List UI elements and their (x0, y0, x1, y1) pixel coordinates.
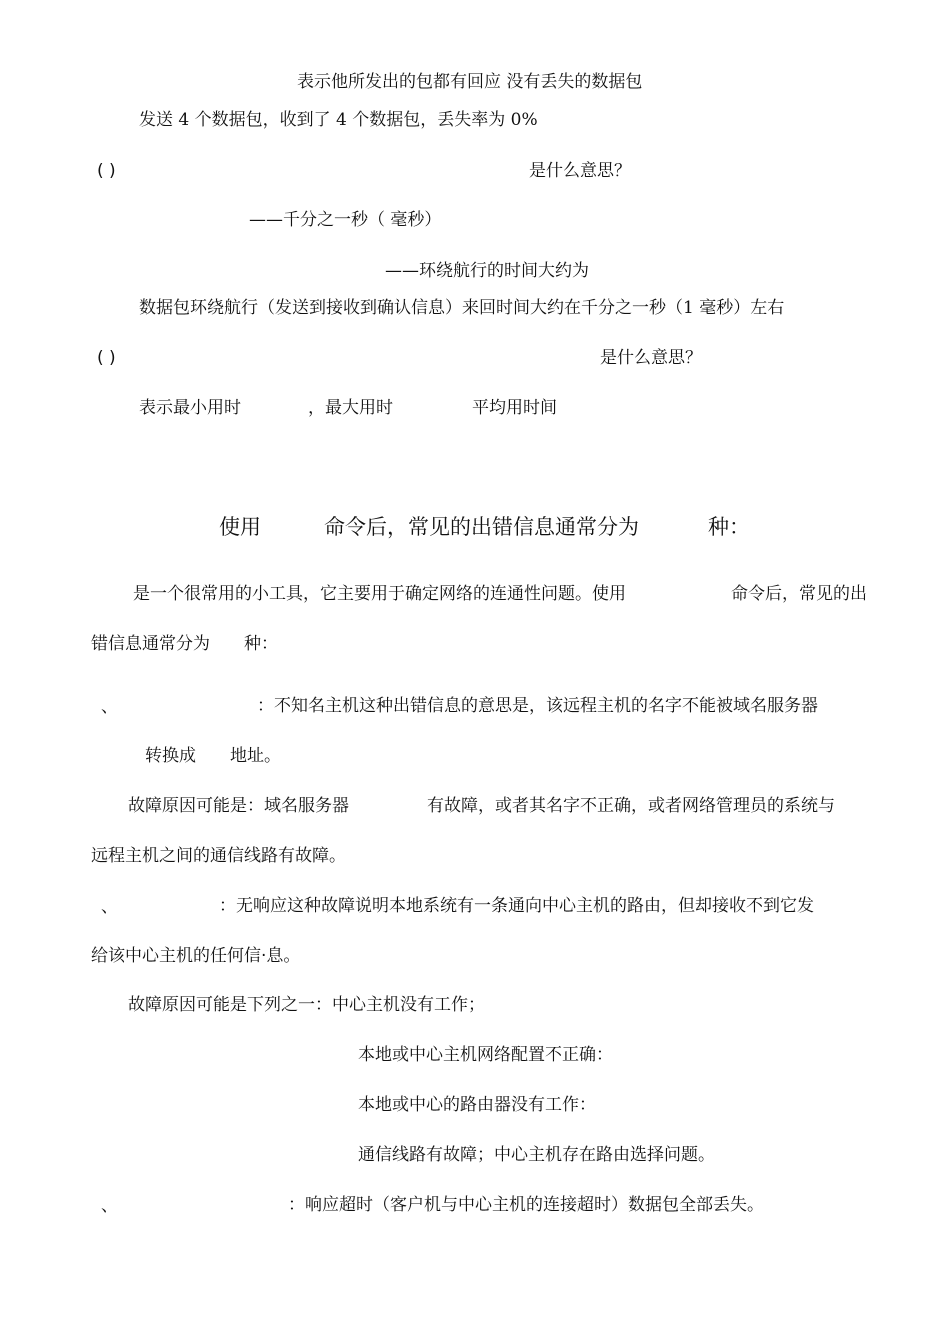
error-1-address-label: 地址。 (230, 746, 281, 766)
avg-time-label: 平均用时间 (472, 398, 557, 418)
intro-part-3: 错信息通常分为 (91, 634, 210, 654)
intro-part-4: 种： (244, 634, 278, 654)
question-text-1: 是什么意思？ (529, 161, 631, 181)
error-2-description: ：无响应这种故障说明本地系统有一条通向中心主机的路由，但却接收不到它发 (219, 896, 814, 916)
intro-part-2: 命令后，常见的出 (731, 584, 867, 604)
error-1-cause-part-1: 故障原因可能是：域名服务器 (128, 796, 349, 816)
intro-part-1: 是一个很常用的小工具，它主要用于确定网络的连通性问题。使用 (133, 584, 626, 604)
error-3-description: ：响应超时（客户机与中心主机的连接超时）数据包全部丢失。 (288, 1195, 764, 1215)
min-time-label: 表示最小用时 (139, 398, 241, 418)
section-heading-part-1: 使用 (219, 515, 261, 539)
reply-summary-line: 表示他所发出的包都有回应 没有丢失的数据包 (297, 72, 643, 92)
question-paren-1: ( ) (97, 161, 116, 181)
error-1-marker: 、 (101, 697, 118, 717)
section-heading-part-2: 命令后，常见的出错信息通常分为 (324, 515, 639, 539)
max-time-label: ，最大用时 (308, 398, 393, 418)
section-heading-part-3: 种： (708, 515, 750, 539)
error-2-cause-3: 本地或中心的路由器没有工作： (358, 1095, 596, 1115)
error-2-description-cont: 给该中心主机的任何信·息。 (91, 946, 301, 966)
round-trip-description: 数据包环绕航行（发送到接收到确认信息）来回时间大约在千分之一秒（1 毫秒）左右 (139, 298, 785, 318)
error-2-cause-1: 故障原因可能是下列之一：中心主机没有工作； (128, 995, 485, 1015)
error-1-description: ：不知名主机这种出错信息的意思是，该远程主机的名字不能被域名服务器 (257, 696, 818, 716)
error-1-cause-part-2: 有故障，或者其名字不正确，或者网络管理员的系统与 (427, 796, 835, 816)
error-2-marker: 、 (101, 897, 118, 917)
packet-stats-line: 发送 4 个数据包，收到了 4 个数据包，丢失率为 0% (139, 110, 538, 130)
error-1-convert-label: 转换成 (145, 746, 196, 766)
error-3-marker: 、 (101, 1196, 118, 1216)
error-2-cause-2: 本地或中心主机网络配置不正确： (358, 1045, 613, 1065)
round-trip-definition: ——环绕航行的时间大约为 (385, 261, 589, 281)
question-text-2: 是什么意思？ (600, 348, 702, 368)
question-paren-2: ( ) (97, 348, 116, 368)
millisecond-definition: ——千分之一秒（ 毫秒） (249, 210, 442, 230)
error-2-cause-4: 通信线路有故障；中心主机存在路由选择问题。 (358, 1145, 715, 1165)
error-1-cause-part-3: 远程主机之间的通信线路有故障。 (91, 846, 346, 866)
